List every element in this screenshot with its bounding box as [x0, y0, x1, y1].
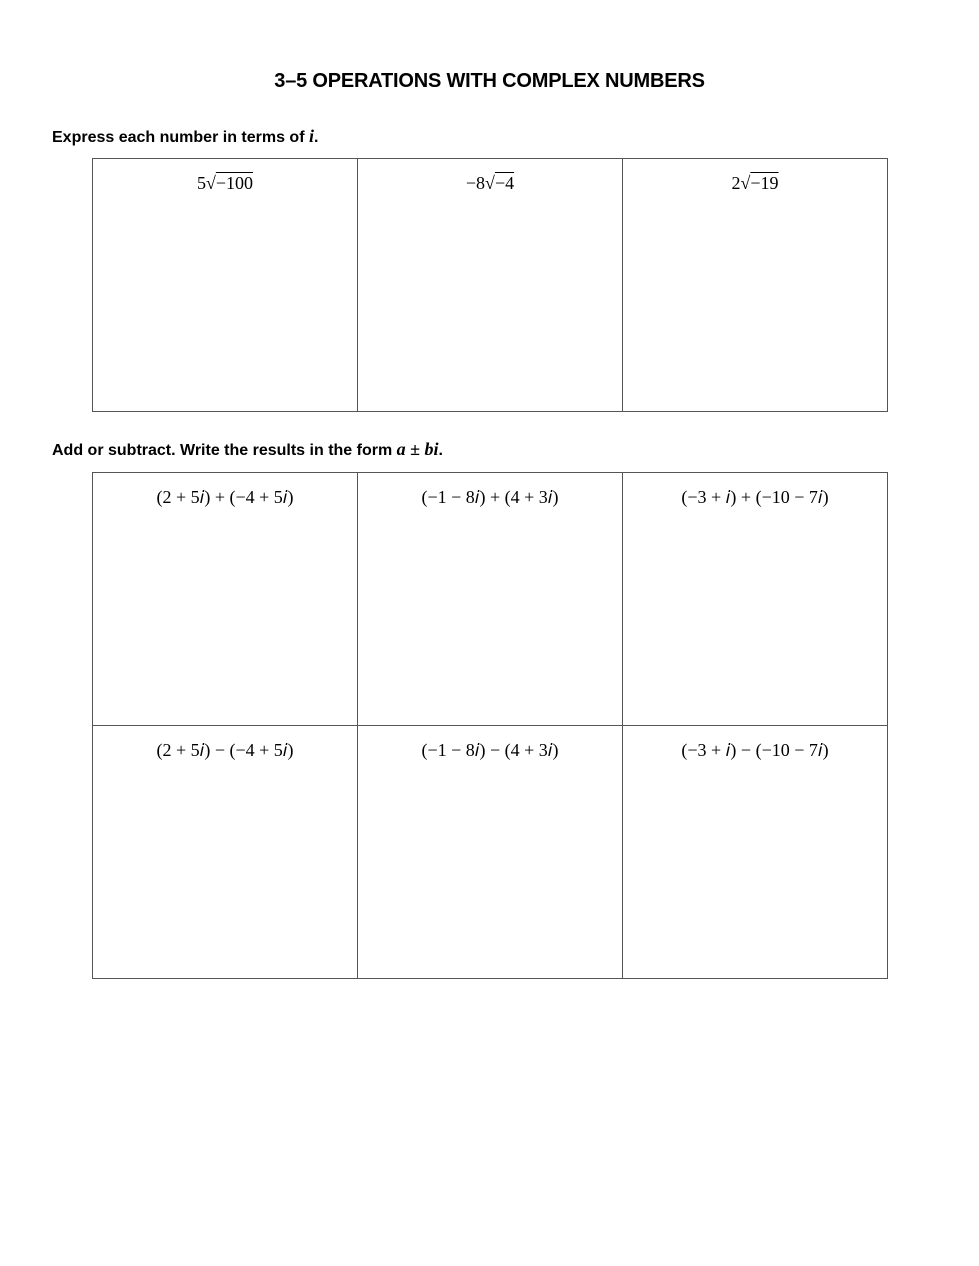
math-op: ±: [405, 439, 425, 459]
subtract-problem-3: (−3 + 𝑖) − (−10 − 7𝑖): [681, 740, 829, 760]
problem-coef: 5: [196, 173, 206, 193]
add-cell-2[interactable]: [358, 473, 623, 726]
express-cell-1[interactable]: [93, 159, 358, 412]
math-a: a: [396, 439, 406, 459]
operations-row-add: [93, 473, 888, 726]
section2-instruction: [52, 439, 443, 460]
section1-instruction-end: .: [314, 129, 319, 146]
math-b: bi: [424, 439, 439, 459]
subtract-cell-2[interactable]: [358, 726, 623, 979]
add-problem-2: (−1 − 8𝑖) + (4 + 3𝑖): [421, 487, 559, 507]
operations-row-subtract: [93, 726, 888, 979]
express-problem-2: −8√−4: [465, 173, 515, 193]
problem-radicand: −4: [494, 173, 515, 193]
problem-coef: −8: [465, 173, 486, 193]
problem-coef: 2: [731, 173, 741, 193]
subtract-cell-3[interactable]: [623, 726, 888, 979]
express-table: [92, 158, 888, 412]
section1-instruction: [52, 126, 318, 147]
add-cell-3[interactable]: [623, 473, 888, 726]
section1-instruction-math: i: [308, 126, 314, 146]
express-row: [93, 159, 888, 412]
problem-radicand: −19: [750, 173, 779, 193]
subtract-cell-1[interactable]: [93, 726, 358, 979]
section2-instruction-text: Add or subtract. Write the results in the form: [52, 442, 397, 459]
section1-instruction-text: Express each number in terms of: [52, 129, 309, 146]
operations-table: [92, 472, 888, 979]
express-problem-1: 5√−100: [196, 173, 254, 193]
add-problem-1: (2 + 5𝑖) + (−4 + 5𝑖): [156, 487, 294, 507]
express-cell-2[interactable]: [358, 159, 623, 412]
subtract-problem-2: (−1 − 8𝑖) − (4 + 3𝑖): [421, 740, 559, 760]
problem-radicand: −100: [215, 173, 254, 193]
section2-instruction-end: .: [438, 442, 443, 459]
section2-instruction-math: [397, 439, 439, 459]
add-cell-1[interactable]: [93, 473, 358, 726]
express-cell-3[interactable]: [623, 159, 888, 412]
add-problem-3: (−3 + 𝑖) + (−10 − 7𝑖): [681, 487, 829, 507]
page-title: 3–5 OPERATIONS WITH COMPLEX NUMBERS: [274, 70, 705, 92]
subtract-problem-1: (2 + 5𝑖) − (−4 + 5𝑖): [156, 740, 294, 760]
express-problem-3: 2√−19: [731, 173, 779, 193]
